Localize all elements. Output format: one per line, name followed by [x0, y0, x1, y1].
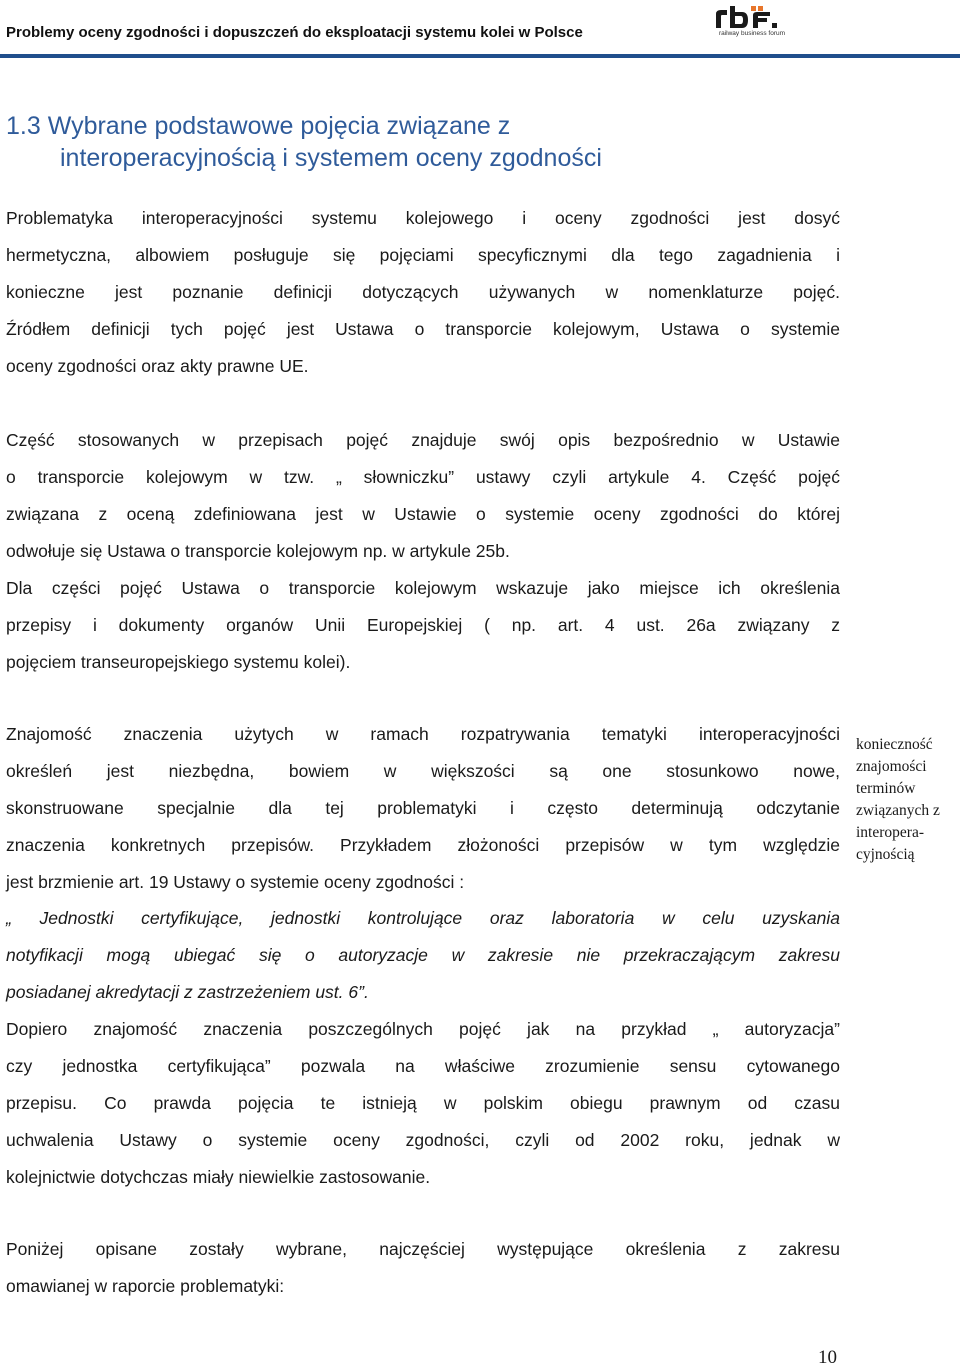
text-line: czy jednostka certyfikująca” pozwala na właściwe zrozumienie sensu cytowanego — [6, 1056, 840, 1076]
section-heading — [6, 110, 856, 174]
text-line: związana z oceną zdefiniowana jest w Ustawie o systemie oceny zgodności do której — [6, 504, 840, 524]
text-line: przepisu. Co prawda pojęcia te istnieją w polskim obiegu prawnym od czasu — [6, 1093, 840, 1113]
margin-note-line: terminów — [856, 780, 916, 797]
text-line: Źródłem definicji tych pojęć jest Ustawa o transporcie kolejowym, Ustawa o systemie — [6, 319, 840, 339]
text-line: pojęciem transeuropejskiego systemu kolei). — [6, 652, 351, 672]
text-line: o transporcie kolejowym w tzw. „ słowniczku” ustawy czyli artykule 4. Część pojęć — [6, 467, 840, 487]
margin-note-line: cyjnością — [856, 846, 915, 863]
text-line: omawianej w raporcie problematyki: — [6, 1276, 285, 1296]
logo-caption: railway business forum — [718, 30, 786, 37]
running-header-title: Problemy oceny zgodności i dopuszczeń do eksploatacji systemu kolei w Polsce — [6, 24, 583, 41]
text-line: przepisy i dokumenty organów Unii Europejskiej ( np. art. 4 ust. 26a związany z — [6, 615, 840, 635]
margin-note-line: znajomości — [856, 758, 927, 775]
paragraph-terminology — [6, 716, 840, 901]
paragraph-eu-references — [6, 570, 840, 681]
text-line: jest brzmienie art. 19 Ustawy o systemie oceny zgodności : — [6, 872, 465, 892]
text-line: konieczne jest poznanie definicji dotyczących używanych w nomenklaturze pojęć. — [6, 282, 840, 302]
text-line: posiadanej akredytacji z zastrzeżeniem ust. 6”. — [6, 982, 369, 1002]
text-line: Poniżej opisane zostały wybrane, najczęściej występujące określenia z zakresu — [6, 1239, 840, 1259]
quoted-article-19 — [6, 900, 840, 1011]
text-line: Część stosowanych w przepisach pojęć znajduje swój opis bezpośrednio w Ustawie — [6, 430, 840, 450]
text-line: Problematyka interoperacyjności systemu kolejowego i oceny zgodności jest dosyć — [6, 208, 840, 228]
section-heading-line-2: interoperacyjnością i systemem oceny zgodności — [60, 144, 602, 172]
text-line: Dopiero znajomość znaczenia poszczególnych pojęć jak na przykład „ autoryzacja” — [6, 1019, 840, 1039]
section-heading-line-1: 1.3 Wybrane podstawowe pojęcia związane z — [6, 112, 511, 140]
text-line: notyfikacji mogą ubiegać się o autoryzacje w zakresie nie przekraczającym zakresu — [6, 945, 840, 965]
text-line: kolejnictwie dotychczas miały niewielkie zastosowanie. — [6, 1167, 431, 1187]
text-line: Dla części pojęć Ustawa o transporcie kolejowym wskazuje jako miejsce ich określenia — [6, 578, 840, 598]
margin-note-line: konieczność — [856, 736, 933, 753]
text-line: uchwalenia Ustawy o systemie oceny zgodności, czyli od 2002 roku, jednak w — [6, 1130, 840, 1150]
text-line: Znajomość znaczenia użytych w ramach rozpatrywania tematyki interoperacyjności — [6, 724, 840, 744]
text-line: hermetyczna, albowiem posługuje się pojęciami specyficznymi dla tego zagadnienia i — [6, 245, 840, 265]
text-line: oceny zgodności oraz akty prawne UE. — [6, 356, 309, 376]
margin-note-line: interopera- — [856, 824, 924, 841]
text-line: „ Jednostki certyfikujące, jednostki kontrolujące oraz laboratoria w celu uzyskania — [6, 908, 840, 928]
text-line: skonstruowane specjalnie dla tej problematyki i często determinują odczytanie — [6, 798, 840, 818]
page-number: 10 — [818, 1347, 837, 1368]
text-line: odwołuje się Ustawa o transporcie kolejowym np. w artykule 25b. — [6, 541, 510, 561]
paragraph-definitions — [6, 422, 840, 570]
rbf-logo-mark — [712, 4, 792, 32]
paragraph-authorization — [6, 1011, 840, 1196]
rbf-logo — [712, 4, 792, 40]
margin-note — [856, 734, 960, 866]
header-rule — [0, 54, 960, 58]
margin-note-line: związanych z — [856, 802, 940, 819]
text-line: określeń jest niezbędna, bowiem w większości są one stosunkowo nowe, — [6, 761, 840, 781]
paragraph-selected-terms — [6, 1231, 840, 1305]
paragraph-intro — [6, 200, 840, 385]
text-line: znaczenia konkretnych przepisów. Przykładem złożoności przepisów w tym względzie — [6, 835, 840, 855]
